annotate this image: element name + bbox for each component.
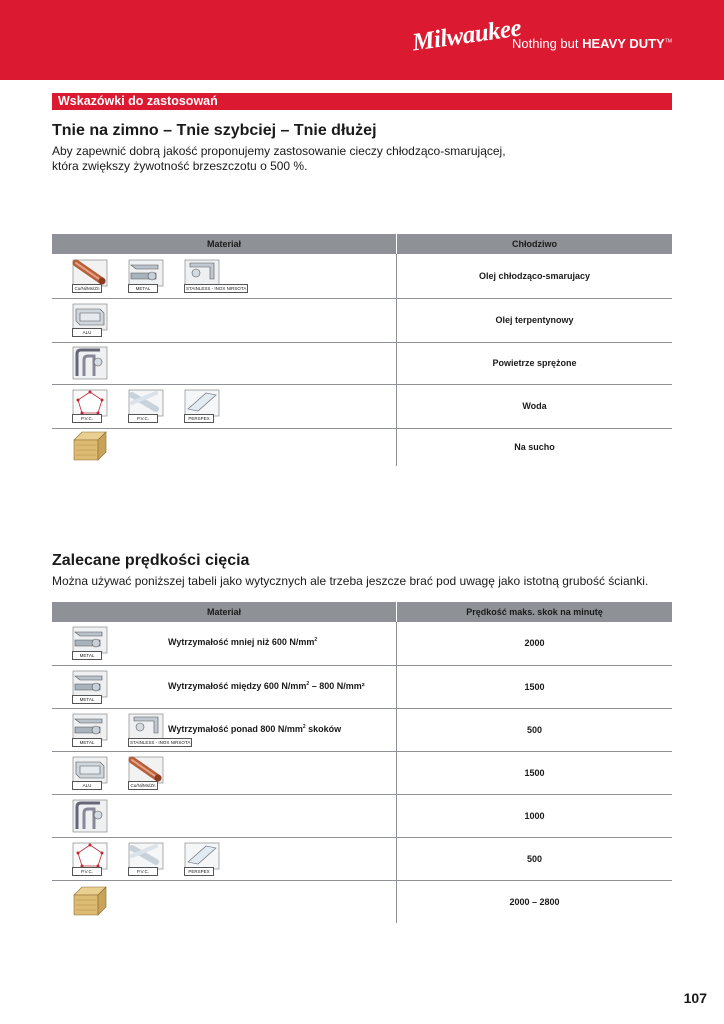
stainless-steel-icon (184, 259, 247, 293)
speed-row (52, 751, 672, 794)
speed-material-cell (52, 837, 397, 880)
material-label: METAL (128, 284, 158, 293)
coolant-value: Olej terpentynowy (397, 298, 673, 342)
coolant-row (52, 298, 672, 342)
speed-row (52, 665, 672, 708)
material-icons (52, 799, 396, 833)
wood-block-icon (72, 885, 108, 919)
coolant-material-cell (52, 384, 397, 428)
coolant-col-material: Materiał (52, 234, 397, 254)
tagline-prefix: Nothing but (512, 36, 579, 51)
material-label: STAINLESS - INOX NIRSOTA (186, 285, 247, 291)
material-icons (52, 389, 396, 423)
material-label: P.V.C. (128, 414, 158, 423)
aluminium-profile-icon (72, 756, 108, 790)
stainless-steel-icon (128, 713, 191, 747)
coolant-table (52, 234, 672, 466)
speed-material-cell (52, 751, 397, 794)
thin-profile-icon (72, 346, 108, 380)
material-label: P.V.C. (72, 414, 102, 423)
coolant-col-coolant: Chłodziwo (397, 234, 673, 254)
tagline-bold: HEAVY DUTY (582, 36, 665, 51)
material-label: ALU (72, 328, 102, 337)
copper-pipe-icon (72, 259, 108, 293)
coolant-material-cell (52, 342, 397, 384)
speed-value: 1500 (397, 751, 673, 794)
coolant-row (52, 384, 672, 428)
trademark-mark: TM (664, 38, 672, 45)
perspex-sheet-icon (184, 842, 220, 876)
material-label: P.V.C. (128, 867, 158, 876)
pvc-tube-icon (128, 389, 164, 423)
cooling-heading: Tnie na zimno – Tnie szybciej – Tnie dłużej (52, 122, 377, 139)
thin-profile-icon (72, 799, 108, 833)
wood-block-icon (72, 430, 108, 464)
coolant-row (52, 254, 672, 298)
material-label: P.V.C. (72, 867, 102, 876)
brand-wordmark: Milwaukee (410, 14, 523, 57)
speed-col-speed: Prędkość maks. skok na minutę (397, 602, 673, 622)
material-label: ALU (72, 781, 102, 790)
coolant-value: Na sucho (514, 442, 555, 453)
material-icons (52, 842, 396, 876)
speed-row (52, 794, 672, 837)
coolant-row (52, 342, 672, 384)
material-label: METAL (72, 738, 102, 747)
metal-profile-icon (72, 626, 108, 660)
strength-label: Wytrzymałość między 600 $N/mm^2 - 800$ N/mm² (168, 680, 365, 691)
aluminium-profile-icon (72, 303, 108, 337)
speed-material-cell (52, 708, 397, 751)
material-label: METAL (72, 695, 102, 704)
material-label: PERSPEX (184, 414, 214, 423)
speed-material-cell (52, 665, 397, 708)
speed-description: Można używać poniższej tabeli jako wytycznych ale trzeba jeszcze brać pod uwagę jako istotną grubość ścianki. (52, 574, 649, 588)
coolant-material-cell (52, 254, 397, 298)
material-icons (52, 303, 396, 337)
speed-heading: Zalecane prędkości cięcia (52, 552, 250, 569)
strength-label: Wytrzymałość ponad 800 $N/mm^2$ skoków (168, 723, 342, 734)
material-icons (52, 259, 396, 293)
coolant-material-cell (52, 298, 397, 342)
speed-row (52, 622, 672, 665)
perspex-sheet-icon (184, 389, 220, 423)
speed-row (52, 880, 672, 923)
speed-row (52, 708, 672, 751)
speed-material-cell (52, 880, 397, 923)
coolant-value: Woda (397, 384, 673, 428)
section-title-bar: Wskazówki do zastosowań (52, 93, 672, 110)
speed-value: 1000 (397, 794, 673, 837)
material-icons (52, 430, 396, 464)
cooling-description-line1: Aby zapewnić dobrą jakość proponujemy zastosowanie cieczy chłodząco-smarującej, (52, 144, 506, 158)
brand-header (0, 0, 724, 80)
copper-pipe-icon (128, 756, 164, 790)
material-label: METAL (72, 651, 102, 660)
speed-value: 500 (397, 708, 673, 751)
coolant-value: Olej chłodząco-smarujacy (397, 254, 673, 298)
material-label: STAINLESS - INOX NIRSOTA (130, 739, 191, 745)
material-label: PERSPEX (184, 867, 214, 876)
speed-row (52, 837, 672, 880)
metal-profile-icon (72, 713, 108, 747)
speed-value: 1500 (397, 665, 673, 708)
speed-value: 2000 (397, 622, 673, 665)
milwaukee-logo (412, 12, 522, 64)
material-label: Cu/Ni/Ms/Zn (72, 284, 102, 293)
page-number: 107 (683, 990, 707, 1006)
pvc-pentagon-icon (72, 842, 108, 876)
speed-value: 500 (397, 837, 673, 880)
metal-profile-icon (72, 670, 108, 704)
material-icons (52, 885, 396, 919)
material-label: Cu/Ni/Ms/Zn (128, 781, 158, 790)
metal-profile-icon (128, 259, 164, 293)
coolant-value: Powietrze sprężone (397, 342, 673, 384)
speed-material-cell (52, 622, 397, 665)
pvc-pentagon-icon (72, 389, 108, 423)
speed-material-cell (52, 794, 397, 837)
speed-value: 2000 – 2800 (509, 896, 560, 907)
cooling-description-line2: która zwiększy żywotność brzeszczotu o 500 %. (52, 159, 308, 173)
coolant-material-cell (52, 428, 397, 466)
material-icons (52, 346, 396, 380)
material-icons (52, 756, 396, 790)
pvc-tube-icon (128, 842, 164, 876)
brand-tagline (512, 36, 672, 51)
strength-label: Wytrzymałość mniej niż 600 $N/mm^2$ (168, 637, 318, 647)
coolant-row (52, 428, 672, 466)
speed-col-material: Materiał (52, 602, 397, 622)
speed-table (52, 602, 672, 923)
